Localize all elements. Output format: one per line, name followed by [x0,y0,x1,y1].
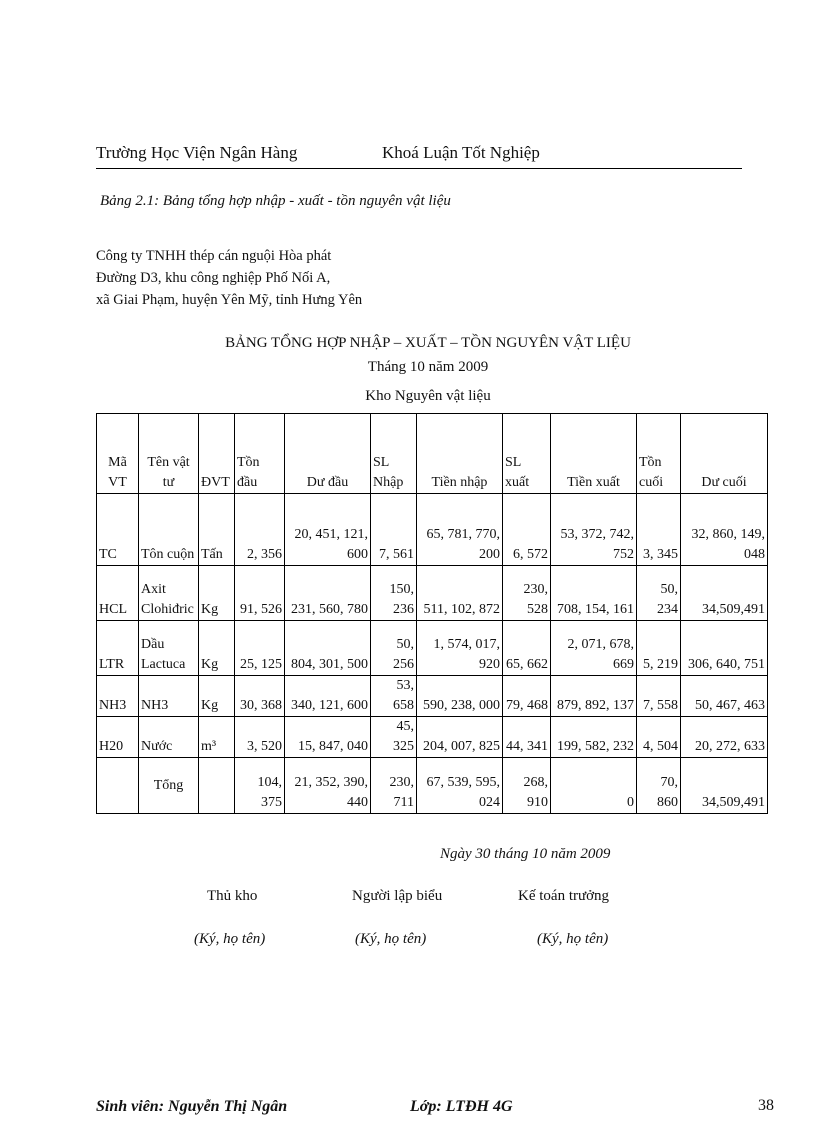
table-cell: 0 [551,758,637,814]
report-warehouse: Kho Nguyên vật liệu [365,388,491,404]
table-cell: 50, 234 [637,566,681,621]
table-cell: 7, 561 [371,494,417,566]
table-cell: 7, 558 [637,676,681,717]
table-cell: Dầu Lactuca [139,621,199,676]
table-cell: 67, 539, 595, 024 [417,758,503,814]
table-cell: 230, 711 [371,758,417,814]
role-preparer: Người lập biểu [352,888,443,904]
table-cell: 2, 356 [235,494,285,566]
table-cell: 91, 526 [235,566,285,621]
table-cell: HCL [97,566,139,621]
table-cell: Kg [199,566,235,621]
header-cell: Tiền xuất [551,414,637,494]
table-cell: 4, 504 [637,717,681,758]
table-cell: 204, 007, 825 [417,717,503,758]
table-cell: LTR [97,621,139,676]
table-cell: Kg [199,676,235,717]
table-cell: 53, 372, 742, 752 [551,494,637,566]
table-cell: 20, 451, 121, 600 [285,494,371,566]
table-cell: NH3 [97,676,139,717]
table-cell: 104, 375 [235,758,285,814]
header-cell: SL xuất [503,414,551,494]
table-cell: TC [97,494,139,566]
header-school: Trường Học Viện Ngân Hàng [96,143,298,162]
table-cell: 230, 528 [503,566,551,621]
report-month: Tháng 10 năm 2009 [367,359,489,375]
table-cell [97,758,139,814]
table-cell: 45, 325 [371,717,417,758]
table-cell: 6, 572 [503,494,551,566]
company-address-1: Đường D3, khu công nghiệp Phố Nối A, [96,270,331,286]
page-number: 38 [758,1097,774,1114]
role-chief-accountant: Kế toán trưởng [518,888,610,904]
table-cell: 34,509,491 [681,566,768,621]
report-title: BẢNG TỔNG HỢP NHẬP – XUẤT – TỒN NGUYÊN VẬT LIỆU [225,335,631,351]
table-cell: 79, 468 [503,676,551,717]
sign-note-storekeeper: (Ký, họ tên) [194,931,266,947]
table-header-row [97,414,768,494]
header-rule [96,168,742,169]
signature-date: Ngày 30 tháng 10 năm 2009 [440,846,611,862]
sign-note-preparer: (Ký, họ tên) [355,931,427,947]
table-cell: 511, 102, 872 [417,566,503,621]
total-label: Tổng [139,758,199,814]
table-cell: 70, 860 [637,758,681,814]
table-total-row [97,758,768,814]
inventory-summary-table [96,413,768,814]
table-cell: 34,509,491 [681,758,768,814]
table-cell: 231, 560, 780 [285,566,371,621]
table-cell: 1, 574, 017, 920 [417,621,503,676]
table-cell: 50, 467, 463 [681,676,768,717]
table-cell: 53, 658 [371,676,417,717]
table-cell: 804, 301, 500 [285,621,371,676]
table-cell: NH3 [139,676,199,717]
sign-note-chief-accountant: (Ký, họ tên) [537,931,609,947]
table-cell: 21, 352, 390, 440 [285,758,371,814]
table-row [97,494,768,566]
header-cell: Dư đầu [285,414,371,494]
table-cell [199,758,235,814]
table-cell: 306, 640, 751 [681,621,768,676]
table-cell: 25, 125 [235,621,285,676]
table-cell: 3, 345 [637,494,681,566]
table-cell: 20, 272, 633 [681,717,768,758]
table-cell: 32, 860, 149, 048 [681,494,768,566]
header-cell: ĐVT [199,414,235,494]
table-cell: 268, 910 [503,758,551,814]
footer-student: Sinh viên: Nguyễn Thị Ngân [96,1098,288,1115]
table-cell: 150, 236 [371,566,417,621]
header-cell: Tồn cuối [637,414,681,494]
table-cell: 2, 071, 678, 669 [551,621,637,676]
table-cell: 199, 582, 232 [551,717,637,758]
table-cell: 50, 256 [371,621,417,676]
table-cell: 65, 781, 770, 200 [417,494,503,566]
table-cell: Kg [199,621,235,676]
footer-class: Lớp: LTĐH 4G [410,1098,513,1115]
table-cell: m³ [199,717,235,758]
table-cell: 3, 520 [235,717,285,758]
table-cell: Axit Clohiđric [139,566,199,621]
header-cell: SL Nhập [371,414,417,494]
table-cell: 15, 847, 040 [285,717,371,758]
header-cell: Mã VT [97,414,139,494]
table-cell: 708, 154, 161 [551,566,637,621]
table-cell: 5, 219 [637,621,681,676]
table-caption: Bảng 2.1: Bảng tổng hợp nhập - xuất - tồn nguyên vật liệu [100,193,451,209]
header-cell: Tồn đầu [235,414,285,494]
table-row [97,566,768,621]
table-cell: Tôn cuộn [139,494,199,566]
table-cell: 590, 238, 000 [417,676,503,717]
role-storekeeper: Thủ kho [207,888,258,904]
header-cell: Tên vật tư [139,414,199,494]
header-cell: Dư cuối [681,414,768,494]
table-cell: 44, 341 [503,717,551,758]
table-row [97,621,768,676]
table-cell: 65, 662 [503,621,551,676]
table-cell: 879, 892, 137 [551,676,637,717]
table-cell: 30, 368 [235,676,285,717]
table-cell: Nước [139,717,199,758]
company-name: Công ty TNHH thép cán nguội Hòa phát [96,248,332,264]
header-thesis: Khoá Luận Tốt Nghiệp [382,143,540,162]
table-row [97,717,768,758]
table-cell: H20 [97,717,139,758]
table-row [97,676,768,717]
table-cell: Tấn [199,494,235,566]
table-cell: 340, 121, 600 [285,676,371,717]
company-address-2: xã Giai Phạm, huyện Yên Mỹ, tỉnh Hưng Yên [96,292,363,308]
header-cell: Tiền nhập [417,414,503,494]
